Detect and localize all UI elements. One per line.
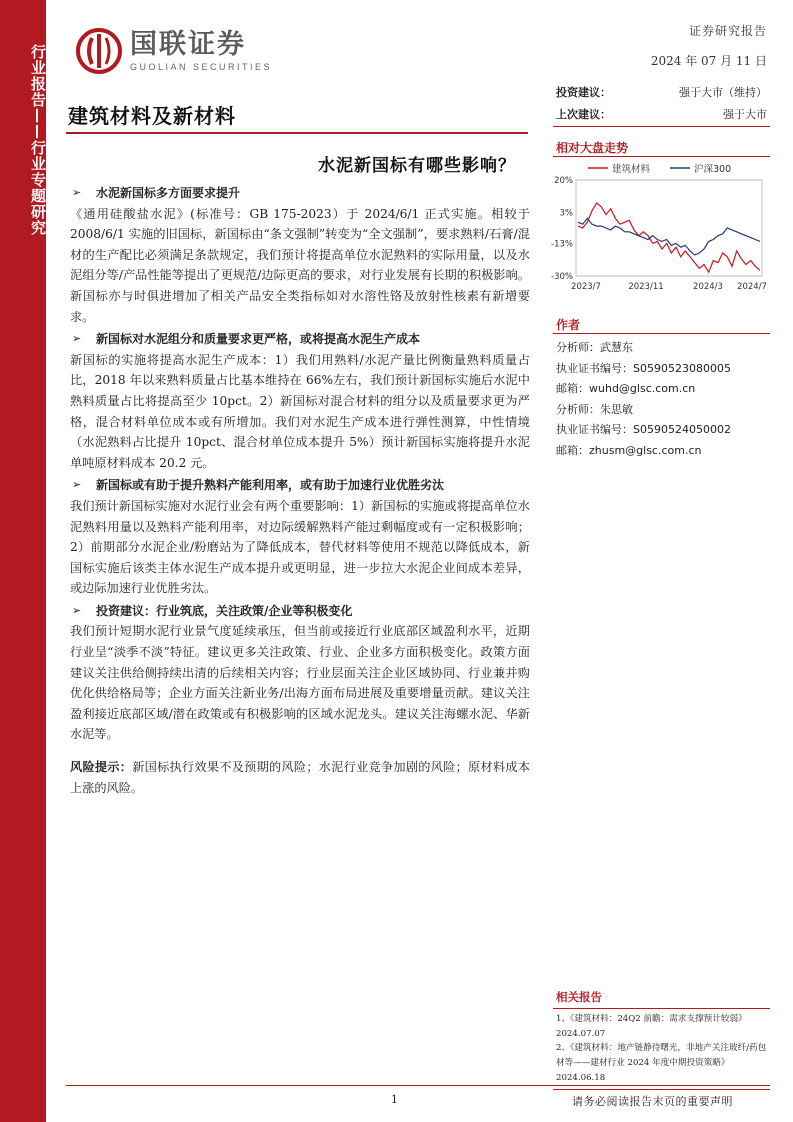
logo-subtext: GUOLIAN SECURITIES: [130, 62, 273, 72]
rating-value: 强于大市: [723, 108, 767, 121]
arrow-icon: ➢: [72, 478, 82, 492]
logo-text: 国联证券: [130, 29, 246, 60]
section-body: 我们预计短期水泥行业景气度延续承压，但当前或接近行业底部区域盈利水平，近期行业呈“淡季不淡”特征。建议更多关注政策、行业、企业多方面积极变化。政策方面建议关注供给侧持续出清的后续相关内容；行业层面关注企业区域协同、行业兼并购优化供给格局等；企业方面关注新业务/出海方面布局进展及重要增量贡献。建议关注盈利接近底部区域/潜在政策或有积极影响的区域水泥龙头。建议关注海螺水泥、华新水泥等。: [70, 624, 530, 742]
logo-icon: [76, 28, 122, 74]
analyst-line: 分析师：武慧东: [556, 341, 633, 354]
email-line: 邮箱：wuhd@glsc.com.cn: [556, 382, 696, 395]
authors-list: [556, 338, 770, 461]
cert-line: 执业证书编号：S0590524050002: [556, 423, 731, 436]
arrow-icon: ➢: [72, 332, 82, 346]
series-line: [578, 203, 760, 272]
related-report-date: 2024.06.18: [556, 1072, 606, 1083]
x-tick-label: 2023/11: [628, 282, 664, 292]
x-tick-label: 2024/3: [693, 282, 723, 292]
arrow-icon: ➢: [72, 603, 82, 617]
rating-previous: [556, 106, 767, 122]
section-body: 我们预计新国标实施对水泥行业会有两个重要影响：1）新国标的实施或将提高单位水泥熟料用量以及熟料产能利用率，对边际缓解熟料产能过剩幅度或有一定积极影响；2）前期部分水泥企业/粉磨站为了降低成本，替代材料等使用不规范以降低成本，新国标实施后该类主体水泥生产成本提升或更明显，进一步拉大水泥企业间成本差异，或边际加速行业优胜劣汰。: [70, 498, 530, 596]
section-heading: ➢ 水泥新国标多方面要求提升: [70, 183, 530, 204]
report-date: 2024 年 07 月 11 日: [650, 54, 767, 68]
sidebar-band: [0, 0, 46, 1122]
related-reports: [553, 990, 770, 1090]
rating-label: 上次建议：: [556, 108, 611, 121]
risk-label: 风险提示：: [70, 760, 133, 775]
y-tick-label: -30%: [551, 272, 573, 282]
arrow-icon: ➢: [72, 186, 82, 199]
cert-number: S0590523080005: [633, 361, 731, 375]
main-content: [70, 183, 530, 798]
chart-title: 相对大盘走势: [556, 141, 629, 155]
relative-performance-chart: [548, 158, 770, 298]
section-heading: ➢ 投资建议：行业筑底，关注政策/企业等积极变化: [70, 601, 530, 622]
related-report-link[interactable]: 2、《建筑材料：地产链静待曙光，非地产关注玻纤/药包材等——建材行业 2024 年度中期投资策略》: [556, 1043, 767, 1069]
divider: [66, 132, 528, 134]
plot-frame: [576, 180, 762, 276]
analyst-name: 武慧东: [600, 341, 633, 354]
chart-svg: [548, 158, 770, 298]
section-heading: ➢ 新国标或有助于提升熟料产能利用率，或有助于加速行业优胜劣汰: [70, 475, 530, 496]
report-type: 证券研究报告: [688, 24, 767, 38]
legend-label: 建筑材料: [612, 164, 651, 175]
divider: [553, 126, 770, 127]
sector-title: 建筑材料及新材料: [68, 104, 236, 128]
divider: [553, 156, 770, 157]
page-title: 水泥新国标有哪些影响？: [318, 156, 516, 176]
email-link[interactable]: wuhd@glsc.com.cn: [589, 382, 696, 395]
footer-divider: [66, 1085, 770, 1086]
cert-line: 执业证书编号：S0590523080005: [556, 361, 731, 375]
y-tick-label: 20%: [554, 176, 573, 186]
sidebar-label: 行业报告——行业专题研究: [29, 44, 47, 236]
legend-label: 沪深300: [694, 164, 732, 175]
section-heading: ➢ 新国标对水泥组分和质量要求更严格，或将提高水泥生产成本: [70, 329, 530, 350]
email-link[interactable]: zhusm@glsc.com.cn: [589, 443, 702, 457]
y-tick-label: -13%: [551, 239, 573, 250]
company-logo: [76, 28, 272, 74]
risk-note: [70, 757, 530, 798]
page-number: 1: [391, 1093, 398, 1106]
y-tick-label: 3%: [559, 208, 573, 219]
analyst-name: 朱思敏: [600, 402, 633, 416]
disclaimer: 请务必阅读报告末页的重要声明: [572, 1095, 733, 1108]
section-body: 新国标的实施将提高水泥生产成本：1）我们用熟料/水泥产量比例衡量熟料质量占比，2018 年以来熟料质量占比基本维持在 66%左右，我们预计新国标实施后水泥中熟料质量占比将提高至少 10pct。2）新国标对混合材料的组分以及质量要求更为严格，混合材料单位成本或有所增加。我们对水泥生产成本进行弹性测算，中性情境（水泥熟料占比提升 10pct、混合材单位成本提升 5%）预计新国标实施将提升水泥单吨原材料成本 20.2 元。: [70, 352, 530, 470]
divider: [553, 333, 770, 334]
risk-text: 新国标执行效果不及预期的风险；水泥行业竞争加剧的风险；原材料成本上涨的风险。: [70, 760, 531, 795]
authors-title: 作者: [556, 318, 581, 332]
analyst-line: 分析师：朱思敏: [556, 402, 633, 416]
rating-label: 投资建议：: [556, 86, 611, 99]
related-report-link[interactable]: 1、《建筑材料：24Q2 前瞻：需求支撑预计较弱》: [556, 1013, 747, 1024]
email-line: 邮箱：zhusm@glsc.com.cn: [556, 443, 702, 457]
cert-number: S0590524050002: [633, 423, 731, 436]
related-report-date: 2024.07.07: [556, 1028, 606, 1039]
section-body: 《通用硅酸盐水泥》(标准号：GB 175-2023）于 2024/6/1 正式实施。相较于 2008/6/1 实施的旧国标，新国标由“条文强制”转变为“全文强制”，要求熟料/石膏/混材的生产配比必须满足条款规定，我们预计将提高单位水泥熟料的实际用量，以及水泥组分等/产品性能等提出了更规范/边际更高的要求，对行业发展有长期的积极影响。新国标亦与时俱进增加了相关产品安全类指标如对水溶性铬及放射性核素有新增要求。: [70, 206, 530, 324]
x-tick-label: 2024/7: [737, 282, 767, 292]
x-tick-label: 2023/7: [571, 282, 601, 292]
rating-current: [556, 84, 767, 100]
rating-value: 强于大市（维持）: [679, 86, 767, 99]
related-title: 相关报告: [556, 990, 602, 1004]
